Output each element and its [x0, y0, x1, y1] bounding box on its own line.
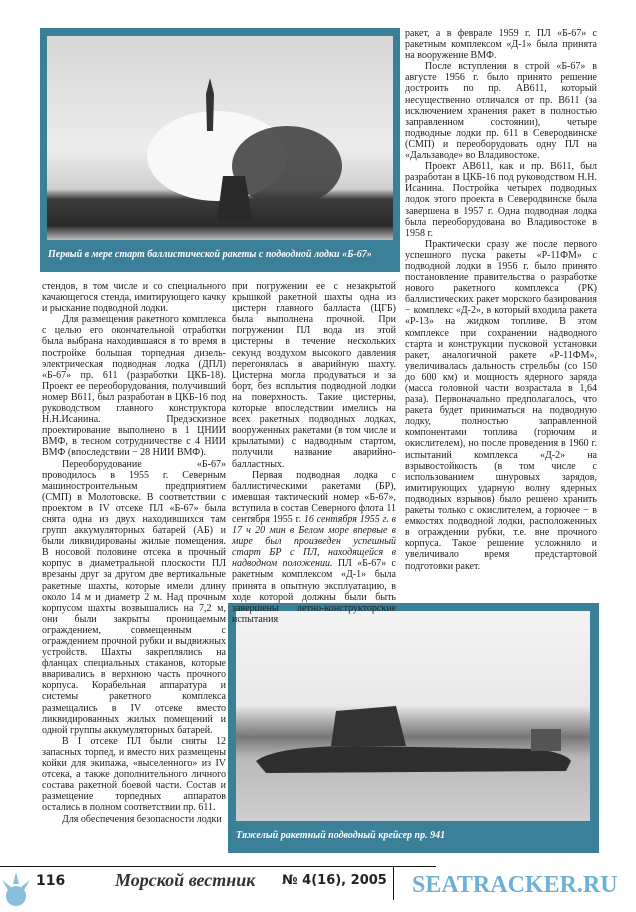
- paragraph: В I отсеке ПЛ были сняты 12 запасных торпед, и вместо них размещены койки для экипажа, «выселенного» из IV отсека, а также дополнительного личного состава ракетной боевой части. Состав и размещение торпедных аппаратов остались в полном соответствии пр. 611.: [42, 735, 226, 814]
- photo-submarine-941: [236, 611, 590, 821]
- text: Первая подводная лодка с баллистическими ракетами (БР), имевшая тактический номер «Б-67», вступила в состав Северного флота 11 сентября 1955 г.: [232, 469, 396, 525]
- paragraph: После вступления в строй «Б-67» в августе 1956 г. было принято решение достроить по пр. АВ611, который несущественно отличался от пр. В611 (за исключением хранения ракет в полностью заправленном состоянии), четыре подводные лодки пр. 611 в Северодвинске (СМП) и переоборудовать одну ПЛ на «Дальзаводе» во Владивостоке.: [405, 61, 597, 162]
- paragraph: ракет, а в феврале 1959 г. ПЛ «Б-67» с ракетным комплексом «Д-1» была принята на вооружение ВМФ.: [405, 28, 597, 62]
- text-column-left: [42, 281, 226, 825]
- page-number: 116: [36, 873, 66, 889]
- watermark-text: SEATRACKER.RU: [412, 872, 618, 898]
- watermark-sun-logo: [0, 872, 32, 910]
- paragraph: Для обеспечения безопасности лодки: [62, 813, 222, 825]
- submarine-illustration: [236, 611, 590, 821]
- paragraph: Переоборудование «Б-67» проводилось в 1955 г. Северным машиностроительным предприятием (СМП) в Молотовске. В соответствии с проектом в IV отсеке ПЛ «Б-67» была снята одна из двух находившихся там групп аккумуляторных батарей (АБ) и были ликвидированы жилые помещения. В носовой половине отсека в прочный корпус в диаметральной плоскости ПЛ врезаны друг за другом две вертикальные ракетные шахты, которые имели длину около 14 м и диаметр 2 м. Над прочным корпусом шахты возвышались на 7,2 м, они были закрыты проницаемым ограждением, совмещенным с ограждением прочной рубки и выдвижных устройств. Шахты закреплялись на фланцах специальных стаканов, которые вваривались в верхнюю часть прочного корпуса. Корабельная аппаратура и системы ракетного комплекса размещались в IV отсеке вместо ликвидированных жилых помещений и одной группы аккумуляторных батарей.: [42, 458, 226, 736]
- paragraph: [232, 470, 396, 625]
- photo-missile-launch: [47, 36, 393, 240]
- paragraph: Практически сразу же после первого успешного пуска ракеты «Р-11ФМ» с подводной лодки в 1956 г. было принято постановление правительства о разработке нового ракетного комплекса (РК) баллистических ракет морского базирования − комплекс «Д-2», в который входила ракета «Р-13» на жидком топливе. В этом комплексе при сохранении надводного старта и конструкции пусковой установки ракет, аналогичной ракете «Р-11ФМ», увеличивалась дальность стрельбы (со 150 до 600 км) и мощность ядерного заряда (масса головной части возрастала в 1,64 раза). Первоначально предполагалось, что ракета будет приниматься на подводную лодку, полностью заправленной компонентами топлива (горючим и окислителем), но после проведения в 1960 г. испытаний комплекса «Д-2» на взрывостойкость (в том числе с использованием шнуровых зарядов, имитирующих ударную волну ядерных подводных взрывов) было решено хранить ракеты только с окислителем, а горючее − в емкостях подводной лодки, расположенных в ограждении рубки, т.е. вне прочного корпуса. Такое решение усложняло и увеличивало время предстартовой подготовки ракет.: [405, 238, 597, 572]
- photo-caption-launch: Первый в мере старт баллистической ракеты с подводной лодки «Б-67»: [48, 249, 372, 260]
- text-column-middle: [232, 281, 396, 625]
- italic-text: 16 сентября 1955 г. в 17 ч 20 мин в Белом море впервые в мире был произведен успешный старт БР с ПЛ, находящейся в надводном положении.: [232, 513, 396, 570]
- issue-number: № 4(16), 2005: [282, 873, 387, 888]
- paragraph: Проект АВ611, как и пр. В611, был разработан в ЦКБ-16 под руководством Н.Н. Исанина. Постройка четырех подводных лодок этого проекта в Северодвинске была завершена в 1957 г. Одна подводная лодка была переоборудована во Владивостоке в 1958 г.: [405, 161, 597, 239]
- paragraph: стендов, в том числе и со специального качающегося стенда, имитирующего качку и рыскание подводной лодки.: [42, 281, 226, 315]
- paragraph: при погружении ее с незакрытой крышкой ракетной шахты одна из цистерн главного балласта (ЦГБ) была выполнена прочной. При погружении ПЛ вода из этой цистерны в течение нескольких секунд воздухом высокого давления перегонялась в аварийную шахту. Цистерна могла продуваться и за борт, без всплытия подводной лодки на поверхность. Такие цистерны, которые впоследствии имелись на всех ракетных подводных лодках, вооруженных ракетами (в том числе и крылатыми) с надводным стартом, получили название аварийно-балластных.: [232, 281, 396, 470]
- journal-title: Морской вестник: [115, 870, 256, 890]
- footer-divider: [393, 866, 394, 900]
- text: ПЛ «Б-67» с ракетным комплексом «Д-1» была принята в опытную эксплуатацию, в ходе которой должны были быть завершены летно-конструкторские испытания: [232, 558, 396, 625]
- missile-launch-illustration: [47, 36, 393, 240]
- text-column-right: [405, 28, 597, 572]
- photo-caption-submarine: Тяжелый ракетный подводный крейсер пр. 941: [236, 830, 446, 841]
- footer-rule: [0, 866, 436, 867]
- paragraph: Для размещения ракетного комплекса с целью его окончательной отработки была выбрана находившаяся в то время в постройке большая торпедная дизель-электрическая подводная лодка (ДПЛ) «Б-67» пр. 611 (разработки ЦКБ-18). Проект ее переоборудования, получивший номер В611, был разработан в ЦКБ-16 под руководством главного конструктора Н.Н.Исанина. Предэскизное проектирование выполнено в 1 ЦНИИ ВМФ, в тесном сотрудничестве с 4 НИИ ВМФ (впоследствии − 28 НИИ ВМФ).: [42, 314, 226, 459]
